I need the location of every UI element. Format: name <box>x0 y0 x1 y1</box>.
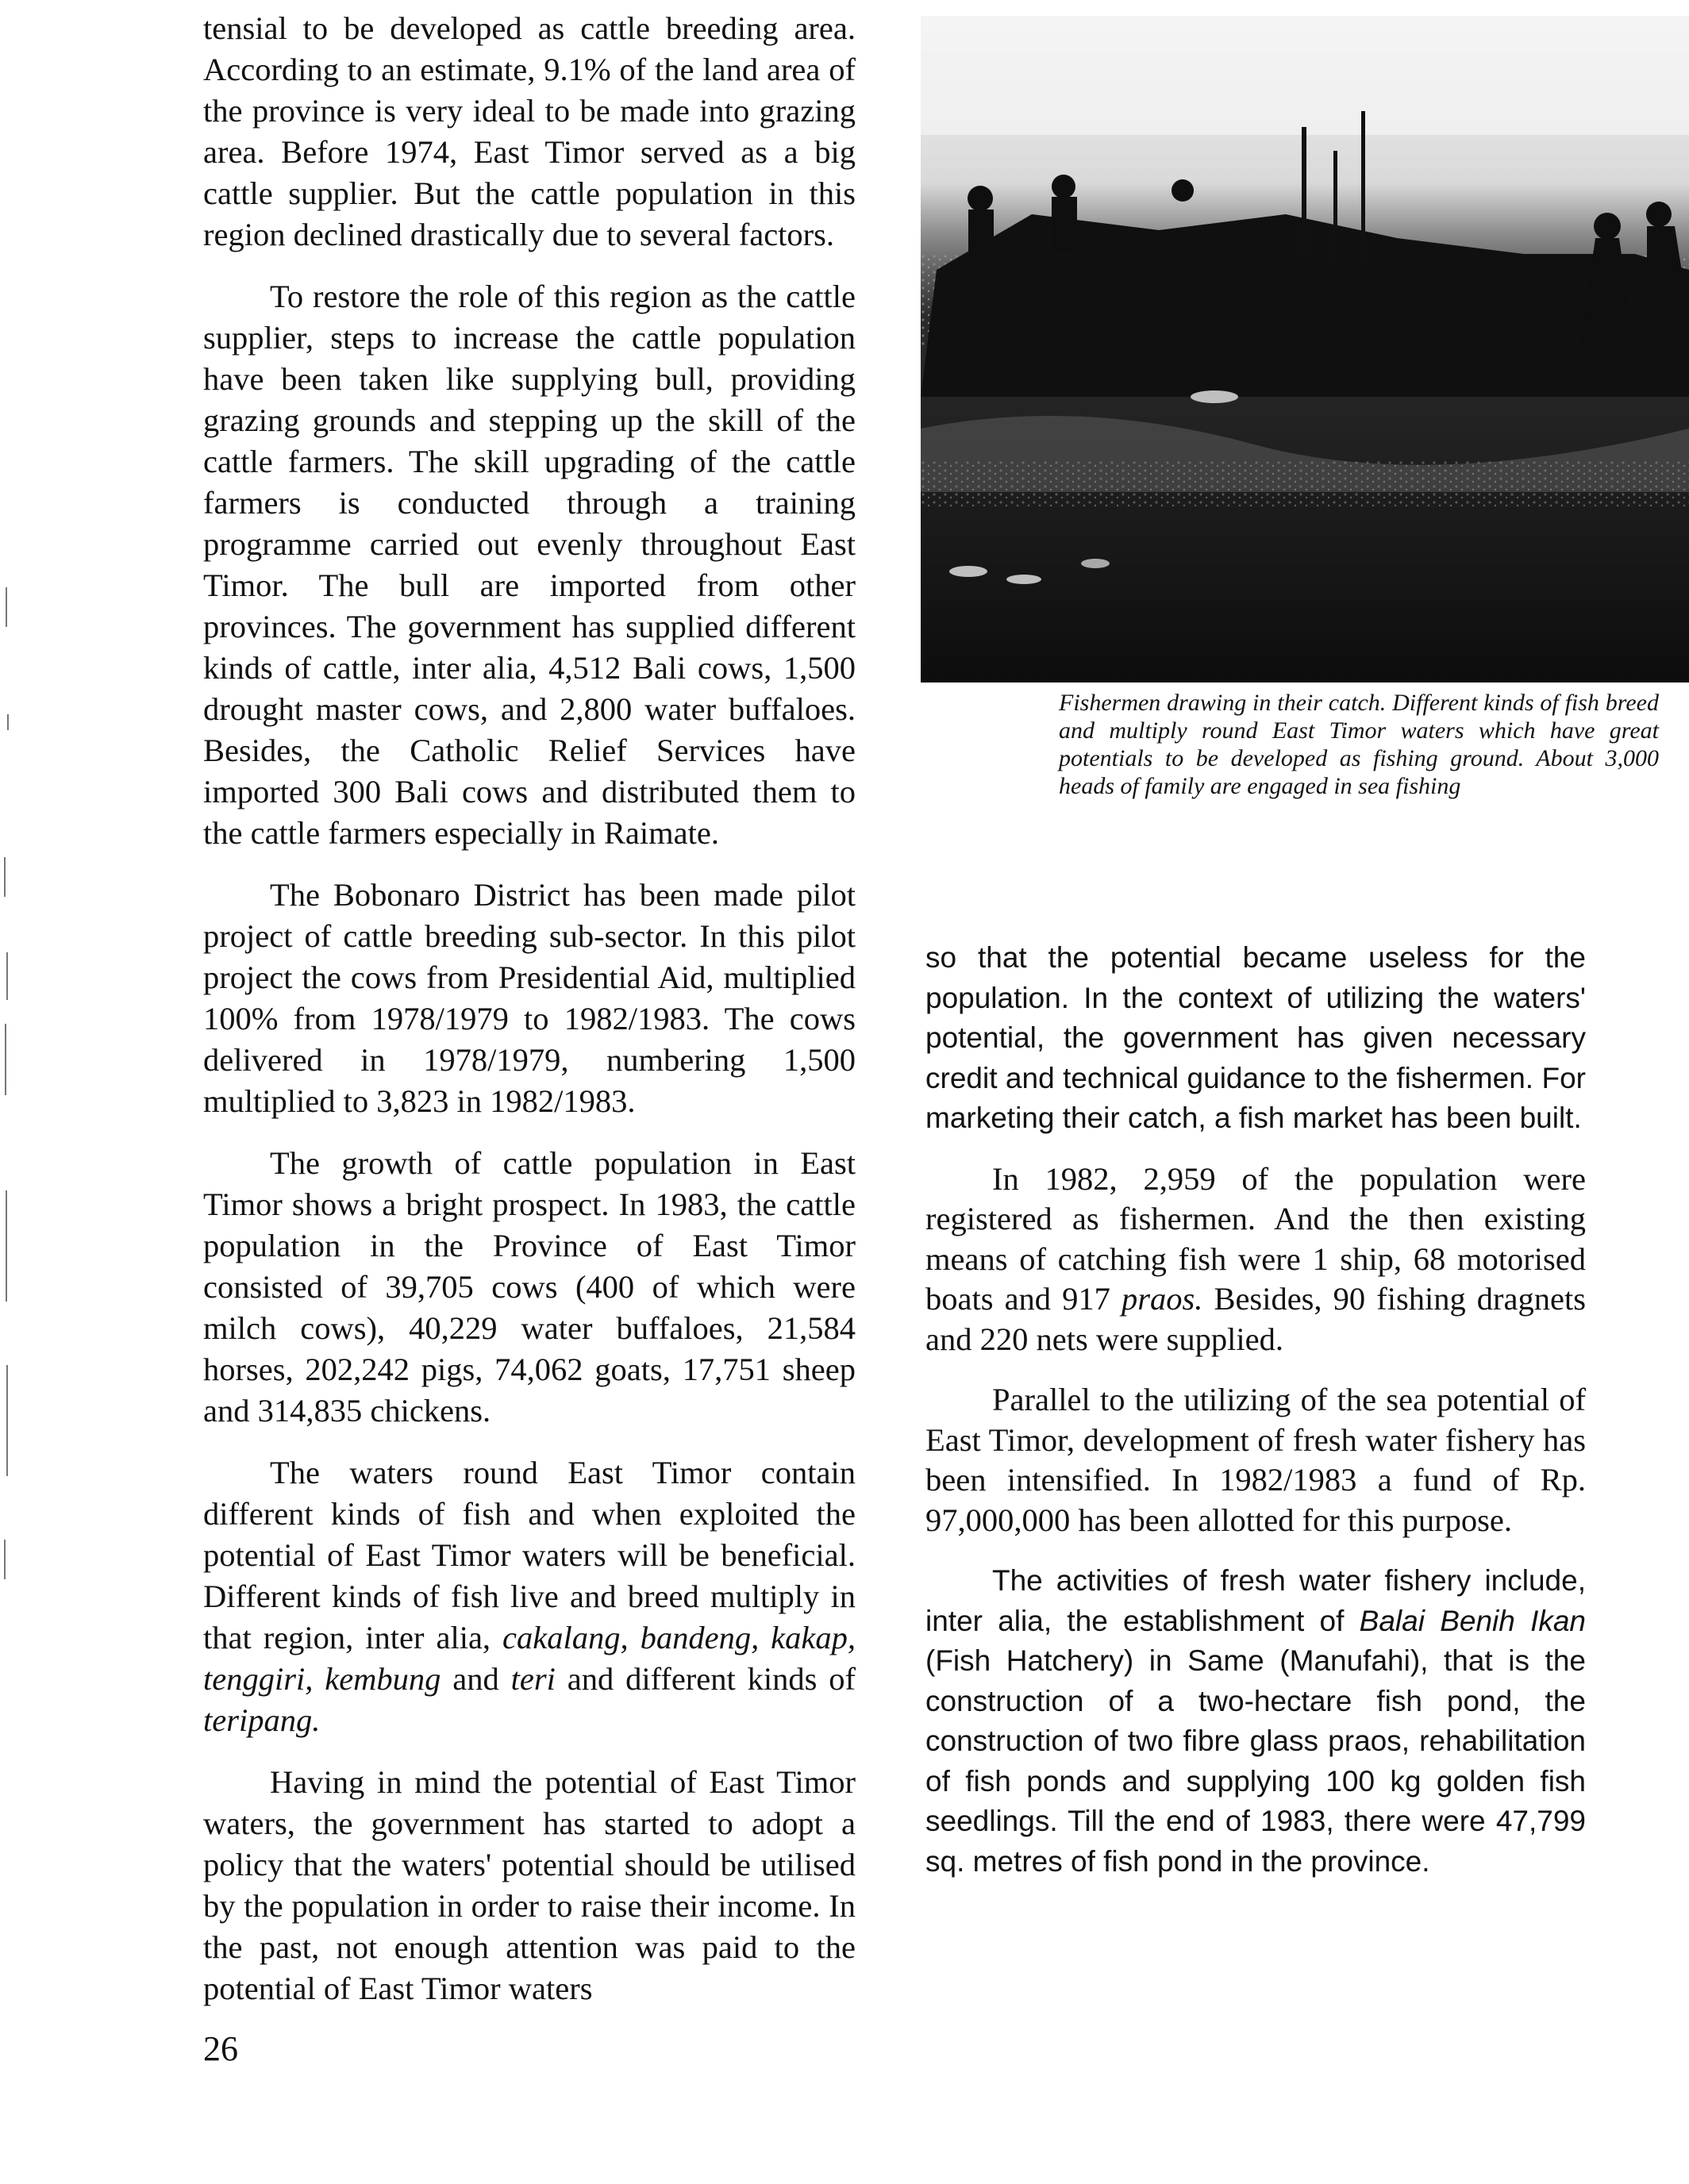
paragraph-waters-policy: Having in mind the potential of East Timor waters, the government has started to adopt a policy that the waters' potential should be utilised by the population in order to raise their income. In the past, not enough attention was paid to the potential of East Timor waters <box>203 1764 856 2006</box>
paragraph-hatchery <box>925 1561 1586 1882</box>
paragraph-restore-role: To restore the role of this region as the cattle supplier, steps to increase the cattle population have been taken like supplying bull, providing grazing grounds and stepping up the skill of the cattle farmers. The skill upgrading of the cattle farmers is conducted through a training programme carried out evenly throughout East Timor. The bull are imported from other provinces. The government has supplied different kinds of cattle, inter alia, 4,512 Bali cows, 1,500 drought master cows, and 2,800 water buffaloes. Besides, the Catholic Relief Services have imported 300 Bali cows and distributed them to the cattle farmers especially in Raimate. <box>203 279 856 851</box>
fishermen-photo <box>921 16 1689 682</box>
paragraph-fish-kinds <box>203 1452 856 1741</box>
paragraph-grazing: tensial to be developed as cattle breeding area. According to an estimate, 9.1% of the land area of the province is very ideal to be made into grazing area. Before 1974, East Timor served as a big cattle supplier. But the cattle population in this region declined drastically due to several factors. <box>203 10 856 252</box>
text-run: Besides, 90 fishing dragnets and 220 nets were supplied. <box>925 1281 1586 1357</box>
text-run: The activities of fresh water fishery include, inter alia, the establishment of <box>925 1564 1586 1637</box>
right-column <box>925 938 1586 1902</box>
page-number: 26 <box>203 2029 238 2068</box>
text-run: The waters round East Timor contain different kinds of fish and when exploited the potential of East Timor waters will be beneficial. Different kinds of fish live and breed multiply in that region, inter alia, <box>203 1455 856 1655</box>
text-run: In 1982, 2,959 of the population were registered as fishermen. And the then existing means of catching fish were 1 ship, 68 motorised boats and 917 <box>925 1160 1586 1317</box>
fish-names: cakalang, bandeng, kakap, tenggiri, kembung <box>203 1620 856 1697</box>
praos-term: praos. <box>1121 1281 1203 1317</box>
text-run: and <box>452 1661 499 1697</box>
fish-name-teri: teri <box>510 1661 556 1697</box>
scan-margin-marks <box>0 0 16 2184</box>
fish-name-teripang: teripang. <box>203 1702 321 1738</box>
left-column <box>203 8 856 2030</box>
paragraph-fishermen-1982 <box>925 1159 1586 1360</box>
paragraph-bobonaro: The Bobonaro District has been made pilot project of cattle breeding sub-sector. In this pilot project the cows from Presidential Aid, multiplied 100% from 1978/1979 to 1982/1983. The cows delivered in 1978/1979, numbering 1,500 multiplied to 3,823 in 1982/1983. <box>203 877 856 1119</box>
paragraph-useless-potential: so that the potential became useless for the population. In the context of utilizing the waters' potential, the government has given necessary credit and technical guidance to the fishermen. For marketing their catch, a fish market has been built. <box>925 941 1586 1134</box>
balai-benih-ikan: Balai Benih Ikan <box>1359 1604 1587 1637</box>
text-run: (Fish Hatchery) in Same (Manufahi), that is the construction of a two-hectare fish pond, the construction of two fibre glass praos, rehabilitation of fish ponds and supplying 100 kg golden fish seedlings. Till the end of 1983, there were 47,799 sq. metres of fish pond in the province. <box>925 1644 1586 1878</box>
photo-caption: Fishermen drawing in their catch. Different kinds of fish breed and multiply round East Timor waters which have great potentials to be developed as fishing ground. About 3,000 heads of family are engaged in sea fishing <box>1059 690 1659 799</box>
paragraph-fresh-water: Parallel to the utilizing of the sea potential of East Timor, development of fresh water fishery has been intensified. In 1982/1983 a fund of Rp. 97,000,000 has been allotted for this purpose. <box>925 1382 1586 1538</box>
paragraph-cattle-growth: The growth of cattle population in East Timor shows a bright prospect. In 1983, the cattle population in the Province of East Timor consisted of 39,705 cows (400 of which were milch cows), 40,229 water buffaloes, 21,584 horses, 202,242 pigs, 74,062 goats, 17,751 sheep and 314,835 chickens. <box>203 1145 856 1428</box>
text-run: and different kinds of <box>567 1661 856 1697</box>
